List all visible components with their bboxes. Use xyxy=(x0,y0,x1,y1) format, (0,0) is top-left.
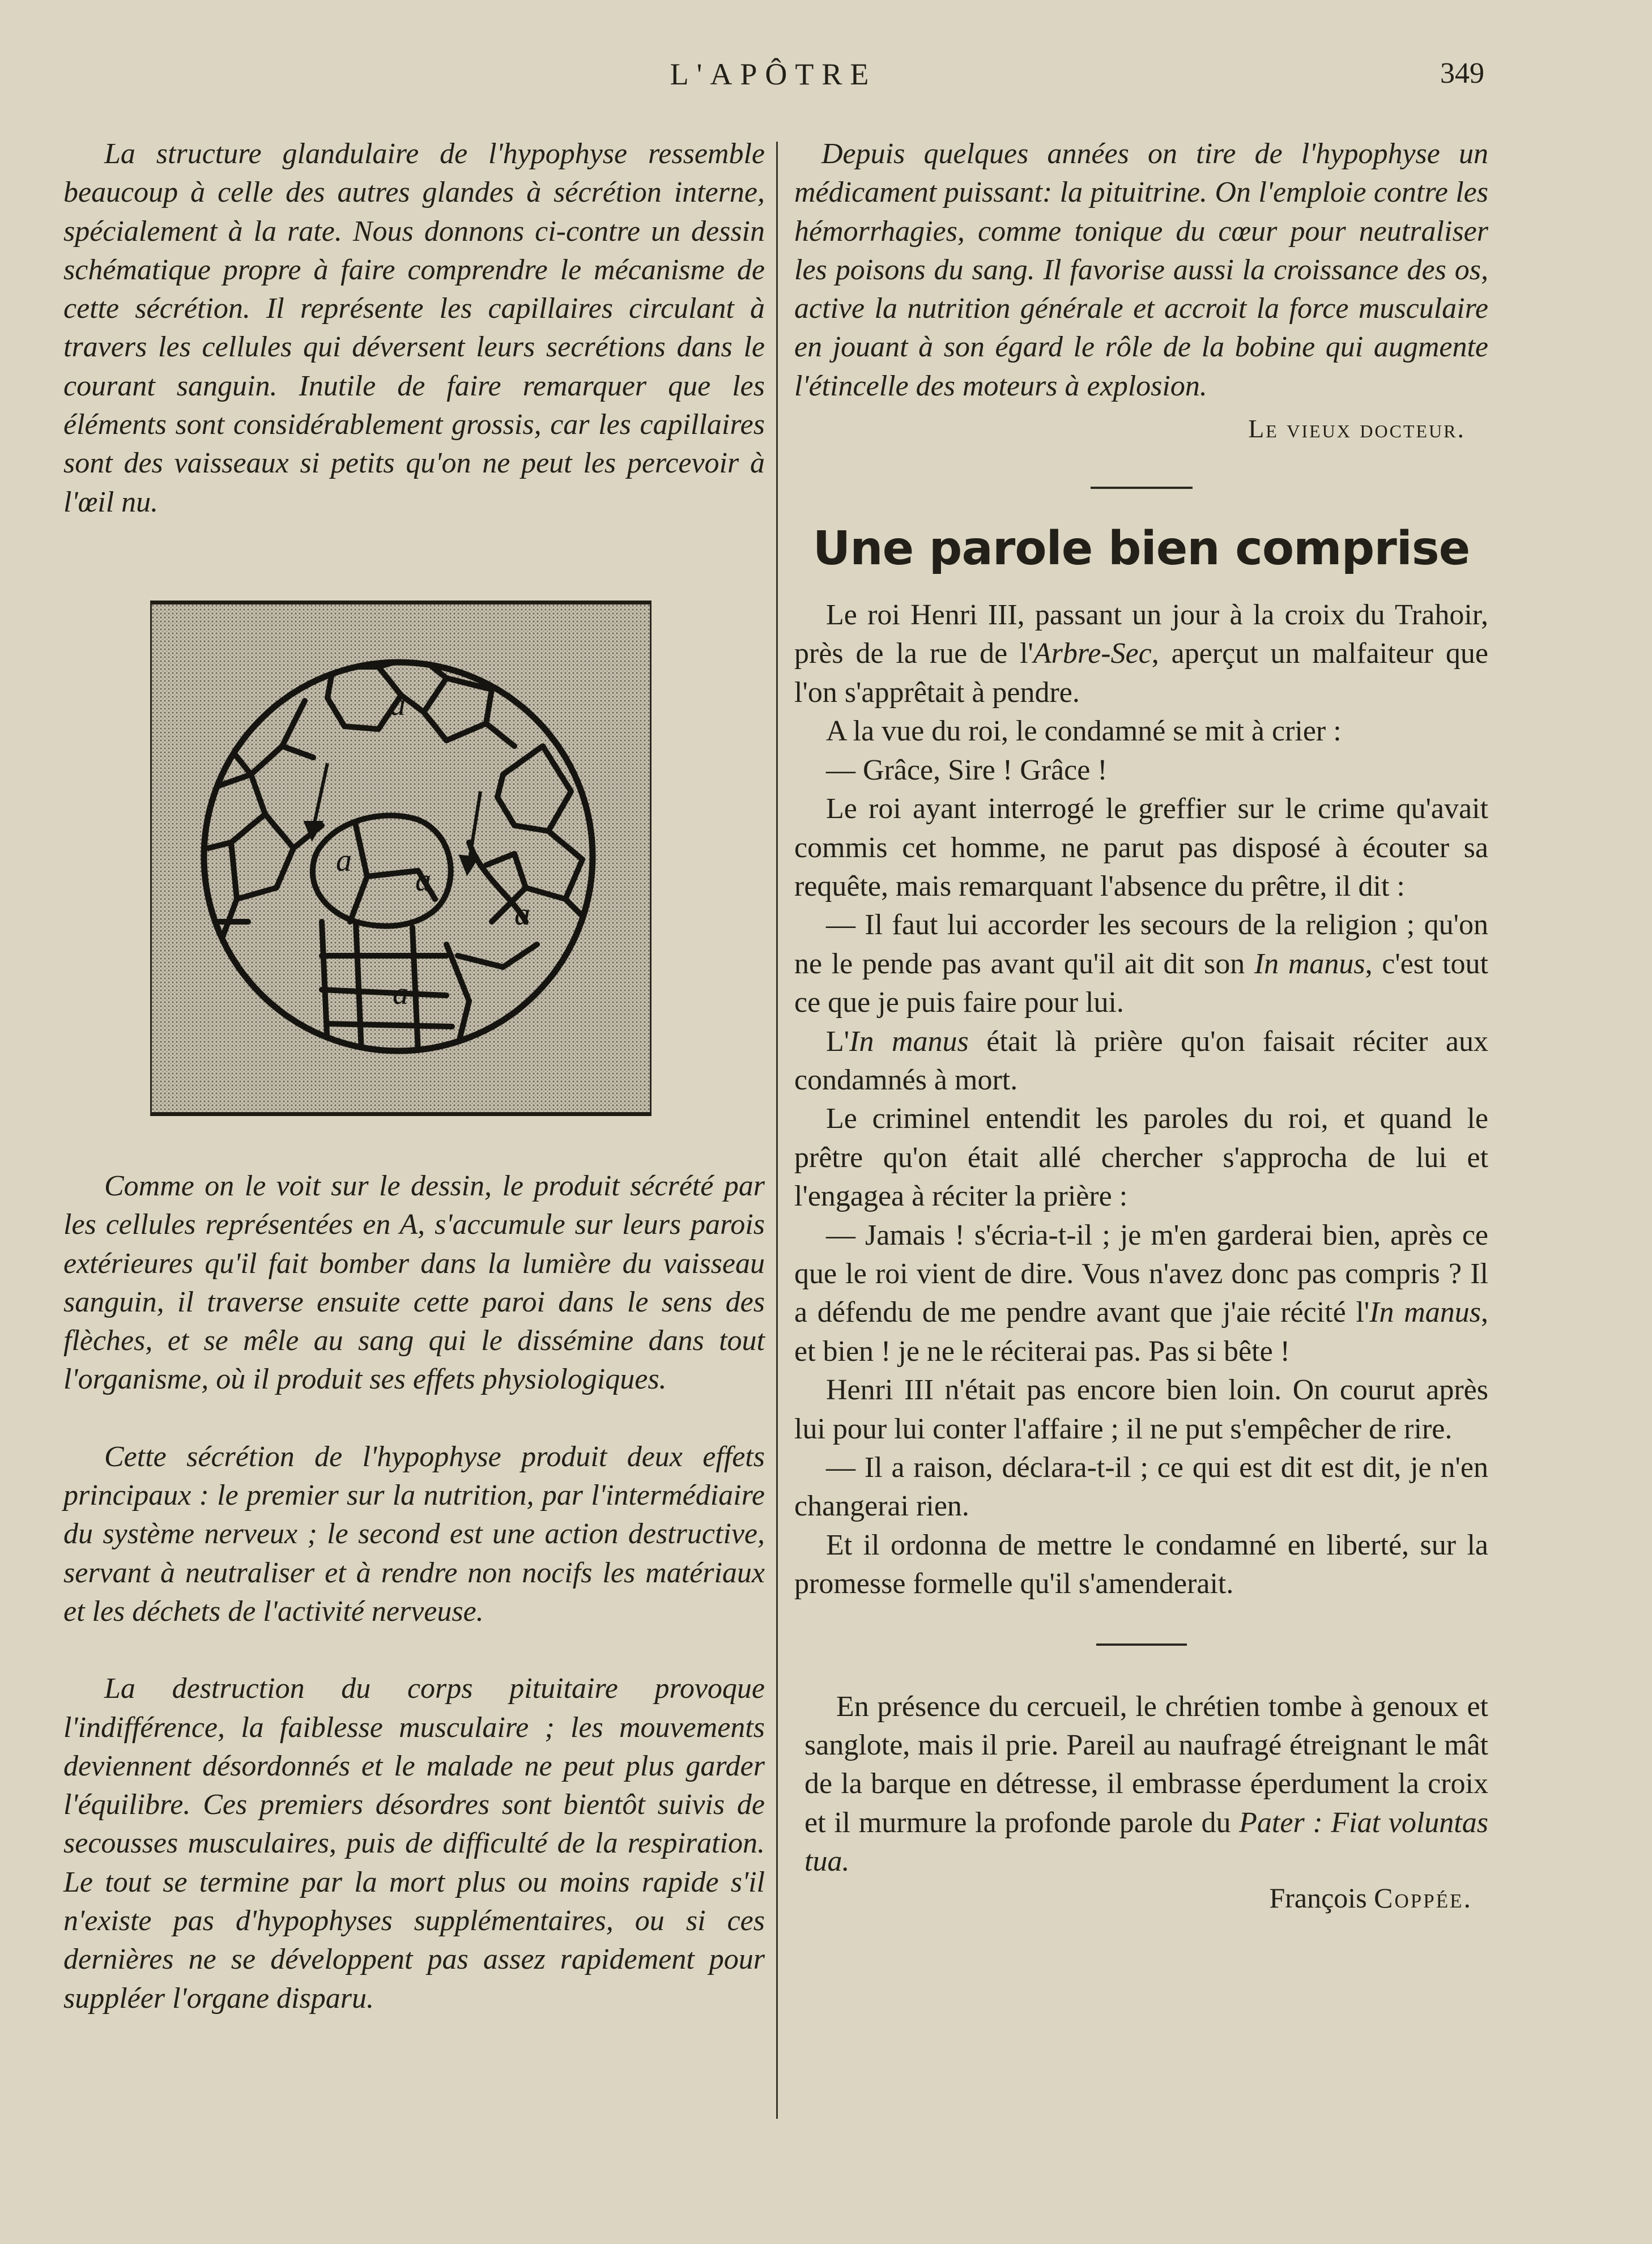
story-paragraph-1: Le roi Henri III, passant un jour à la croix du Trahoir, près de la rue de l'Arbre-Sec, aperçut un malfaiteur que l'on s'apprêtait à pendre. xyxy=(794,599,1488,709)
label-a-right: a xyxy=(514,897,530,932)
closing-paragraph: En présence du cercueil, le chrétien tombe à genoux et sanglote, mais il prie. Pareil au naufragé étreignant le mât de la barque en détresse, il embrasse éperdument la croix et il murmure la profonde parole du Pater : Fiat voluntas tua. xyxy=(804,1690,1488,1878)
signature-coppee: François Coppée. xyxy=(1269,1881,1472,1914)
label-a-bottom: a xyxy=(393,976,408,1011)
signature-doctor: Le vieux docteur. xyxy=(1248,414,1466,444)
column-divider xyxy=(776,142,778,2119)
intro-paragraph: La structure glandulaire de l'hypophyse ressemble beaucoup à celle des autres glandes à sécrétion interne, spécialement à la rate. Nous donnons ci-contre un dessin schématique propre à faire comprendre le mécanisme de cette sécrétion. Il représente les capillaires circulant à travers les cellules qui déversent leurs secrétions dans le courant sanguin. Inutile de faire remarquer que les éléments sont considérablement grossis, car les capillaires sont des vaisseaux si petits qu'on ne peut les percevoir à l'œil nu. xyxy=(63,138,765,518)
left-column xyxy=(63,135,765,522)
closing-quote xyxy=(794,1688,1488,1914)
story-paragraph-11: Et il ordonna de mettre le condamné en liberté, sur la promesse formelle qu'il s'amenderait. xyxy=(794,1528,1488,1600)
pituitrin-paragraph: Depuis quelques années on tire de l'hypophyse un médicament puissant: la pituitrine. On l'emploie contre les hémorrhagies, comme tonique du cœur pour neutraliser les poisons du sang. Il favorise aussi la croissance des os, active la nutrition générale et accroit la force musculaire en jouant à son égard le rôle de la bobine qui augmente l'étincelle des moteurs à explosion. xyxy=(794,138,1488,402)
running-head xyxy=(62,57,1484,102)
label-a-center: a xyxy=(415,863,431,898)
destruction-paragraph: La destruction du corps pituitaire provoque l'indifférence, la faiblesse musculaire ; les mouvements deviennent désordonnés et le malade ne peut plus garder l'équilibre. Ces premiers désordres sont bientôt suivis de secousses musculaires, puis de difficulté de la respiration. Le tout se termine par la mort plus ou moins rapide s'il n'existe pas d'hypophyses supplémentaires, ou si ces dernières ne se développent pas assez rapidement pour suppléer l'organe disparu. xyxy=(63,1672,765,2015)
page-number: 349 xyxy=(1440,57,1484,90)
story-paragraph-6: L'In manus était là prière qu'on faisait réciter aux condamnés à mort. xyxy=(794,1025,1488,1096)
story-paragraph-3: — Grâce, Sire ! Grâce ! xyxy=(826,753,1108,786)
label-a-top: a xyxy=(390,687,406,722)
story-paragraph-5: — Il faut lui accorder les secours de la religion ; qu'on ne le pende pas avant qu'il ait dit son In manus, c'est tout ce que je puis faire pour lui. xyxy=(794,909,1489,1019)
story-paragraph-7: Le criminel entendit les paroles du roi, et quand le prêtre qu'on était allé chercher s'approcha de lui et l'engagea à réciter la prière : xyxy=(794,1102,1488,1213)
story-paragraph-9: Henri III n'était pas encore bien loin. On courut après lui pour lui conter l'affaire ; il ne put s'empêcher de rire. xyxy=(794,1374,1488,1445)
diagram-explanation: Comme on le voit sur le dessin, le produit sécrété par les cellules représentées en A, s'accumule sur leurs parois extérieures qu'il fait bomber dans la lumière du vaisseau sanguin, il traverse ensuite cette paroi dans le sens des flèches, et se mêle au sang qui le dissémine dans tout l'organisme, où il produit ses effets physiologiques. xyxy=(63,1170,765,1396)
diagram-background xyxy=(152,604,650,1112)
left-column-lower xyxy=(63,1167,765,2018)
story-paragraph-4: Le roi ayant interrogé le greffier sur le crime qu'avait commis cet homme, ne parut pas disposé à écouter sa requête, mais remarquant l'absence du prêtre, il dit : xyxy=(794,793,1488,902)
running-title: L'APÔTRE xyxy=(670,57,877,91)
label-a-left: a xyxy=(336,843,352,878)
story-body xyxy=(794,596,1488,1604)
effects-paragraph: Cette sécrétion de l'hypophyse produit deux effets principaux : le premier sur la nutrition, par l'intermédiaire du système nerveux ; le second est une action destructive, servant à neutraliser et à rendre non nocifs les matériaux et les déchets de l'activité nerveuse. xyxy=(63,1440,765,1628)
diagram-svg xyxy=(152,604,650,1112)
story-paragraph-8: — Jamais ! s'écria-t-il ; je m'en garderai bien, après ce que le roi vient de dire. Vous n'avez donc pas compris ? Il a défendu de me pendre avant que j'aie récité l'In manus, et bien ! je ne le réciterai pas. Pas si bête ! xyxy=(794,1219,1488,1368)
story-paragraph-10: — Il a raison, déclara-t-il ; ce qui est dit est dit, je n'en changerai rien. xyxy=(794,1451,1488,1523)
right-column xyxy=(794,135,1488,1914)
hypophysis-diagram xyxy=(150,601,652,1116)
story-title: Une parole bien comprise xyxy=(812,522,1470,576)
section-divider-2 xyxy=(1096,1643,1187,1646)
story-paragraph-2: A la vue du roi, le condamné se mit à crier : xyxy=(826,715,1342,748)
section-divider-1 xyxy=(1091,487,1193,489)
